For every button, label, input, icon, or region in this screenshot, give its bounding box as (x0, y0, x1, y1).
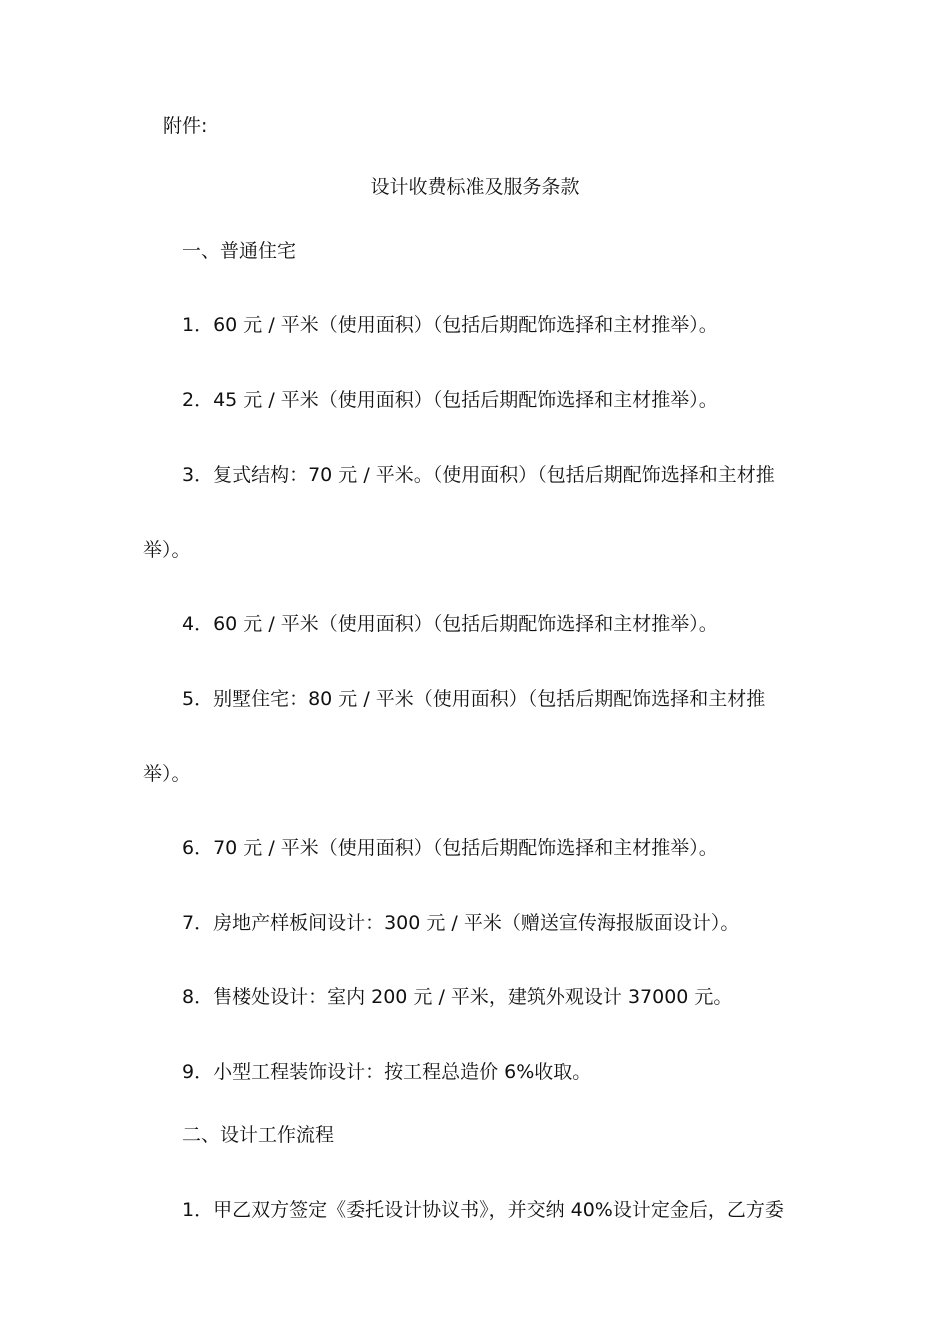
fee-item-5: 5．别墅住宅：80 元 / 平米（使用面积）（包括后期配饰选择和主材推 (182, 688, 766, 710)
section-heading-residential: 一、普通住宅 (182, 240, 297, 262)
fee-item-2: 2．45 元 / 平米（使用面积）（包括后期配饰选择和主材推举）。 (182, 389, 718, 411)
attachment-label: 附件: (163, 115, 208, 137)
fee-item-7: 7．房地产样板间设计：300 元 / 平米（赠送宣传海报版面设计）。 (182, 912, 740, 934)
fee-item-1: 1．60 元 / 平米（使用面积）（包括后期配饰选择和主材推举）。 (182, 314, 718, 336)
document-title: 设计收费标准及服务条款 (370, 176, 580, 198)
fee-item-8: 8．售楼处设计：室内 200 元 / 平米，建筑外观设计 37000 元。 (182, 986, 733, 1008)
fee-item-5-continuation: 举）。 (143, 763, 191, 785)
section-heading-workflow: 二、设计工作流程 (182, 1124, 335, 1146)
fee-item-4: 4．60 元 / 平米（使用面积）（包括后期配饰选择和主材推举）。 (182, 613, 718, 635)
workflow-item-1: 1．甲乙双方签定《委托设计协议书》，并交纳 40%设计定金后，乙方委 (182, 1199, 784, 1221)
fee-item-9: 9．小型工程装饰设计：按工程总造价 6%收取。 (182, 1061, 592, 1083)
fee-item-3: 3．复式结构：70 元 / 平米。（使用面积）（包括后期配饰选择和主材推 (182, 464, 775, 486)
fee-item-6: 6．70 元 / 平米（使用面积）（包括后期配饰选择和主材推举）。 (182, 837, 718, 859)
fee-item-3-continuation: 举）。 (143, 539, 191, 561)
